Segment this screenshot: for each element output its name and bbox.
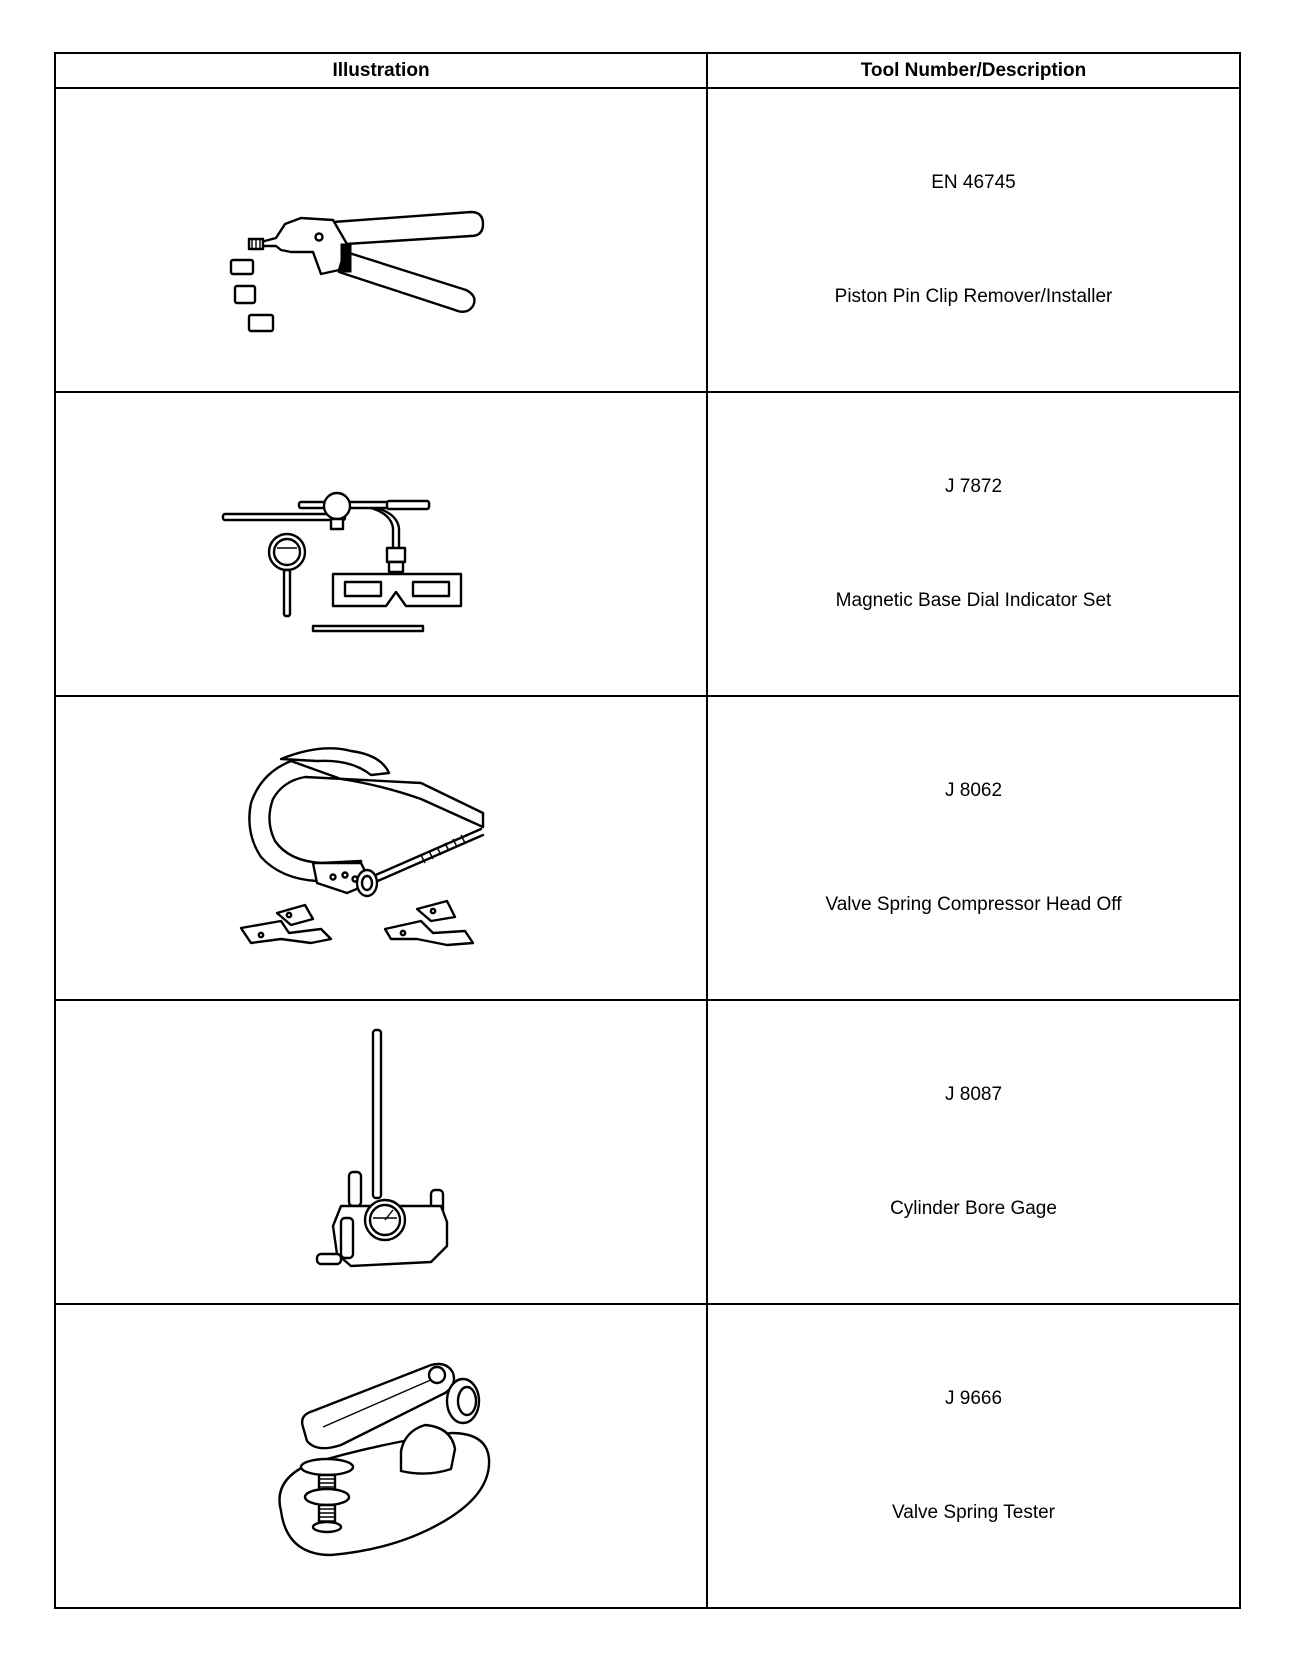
tool-number: J 7872 xyxy=(944,476,1003,497)
tool-description: Piston Pin Clip Remover/Installer xyxy=(834,286,1113,307)
illustration-cell xyxy=(55,1304,707,1608)
description-cell xyxy=(707,1000,1240,1304)
description-cell xyxy=(707,696,1240,1000)
tool-number: J 8062 xyxy=(944,780,1003,801)
header-illustration: Illustration xyxy=(55,53,707,88)
table-row xyxy=(55,392,1240,696)
tool-number: EN 46745 xyxy=(931,172,1016,193)
bore-gage-icon xyxy=(281,1022,481,1282)
tool-description: Cylinder Bore Gage xyxy=(890,1198,1057,1219)
illustration-cell xyxy=(55,88,707,392)
pliers-tool-icon xyxy=(221,140,541,340)
description-cell xyxy=(707,392,1240,696)
tool-table xyxy=(54,52,1241,1609)
table-row xyxy=(55,696,1240,1000)
tool-description: Valve Spring Tester xyxy=(892,1502,1055,1523)
table-row xyxy=(55,88,1240,392)
spring-tester-icon xyxy=(251,1341,511,1571)
tool-description: Magnetic Base Dial Indicator Set xyxy=(835,590,1112,611)
header-tool-number-description: Tool Number/Description xyxy=(707,53,1240,88)
table-row xyxy=(55,1000,1240,1304)
table-header-row xyxy=(55,53,1240,88)
dial-indicator-set-icon xyxy=(221,444,541,644)
illustration-cell xyxy=(55,392,707,696)
valve-spring-compressor-icon xyxy=(221,733,541,963)
illustration-cell xyxy=(55,1000,707,1304)
description-cell xyxy=(707,88,1240,392)
tool-number: J 8087 xyxy=(944,1084,1003,1105)
table-row xyxy=(55,1304,1240,1608)
illustration-cell xyxy=(55,696,707,1000)
tool-number: J 9666 xyxy=(944,1388,1003,1409)
tool-description: Valve Spring Compressor Head Off xyxy=(825,894,1122,915)
description-cell xyxy=(707,1304,1240,1608)
